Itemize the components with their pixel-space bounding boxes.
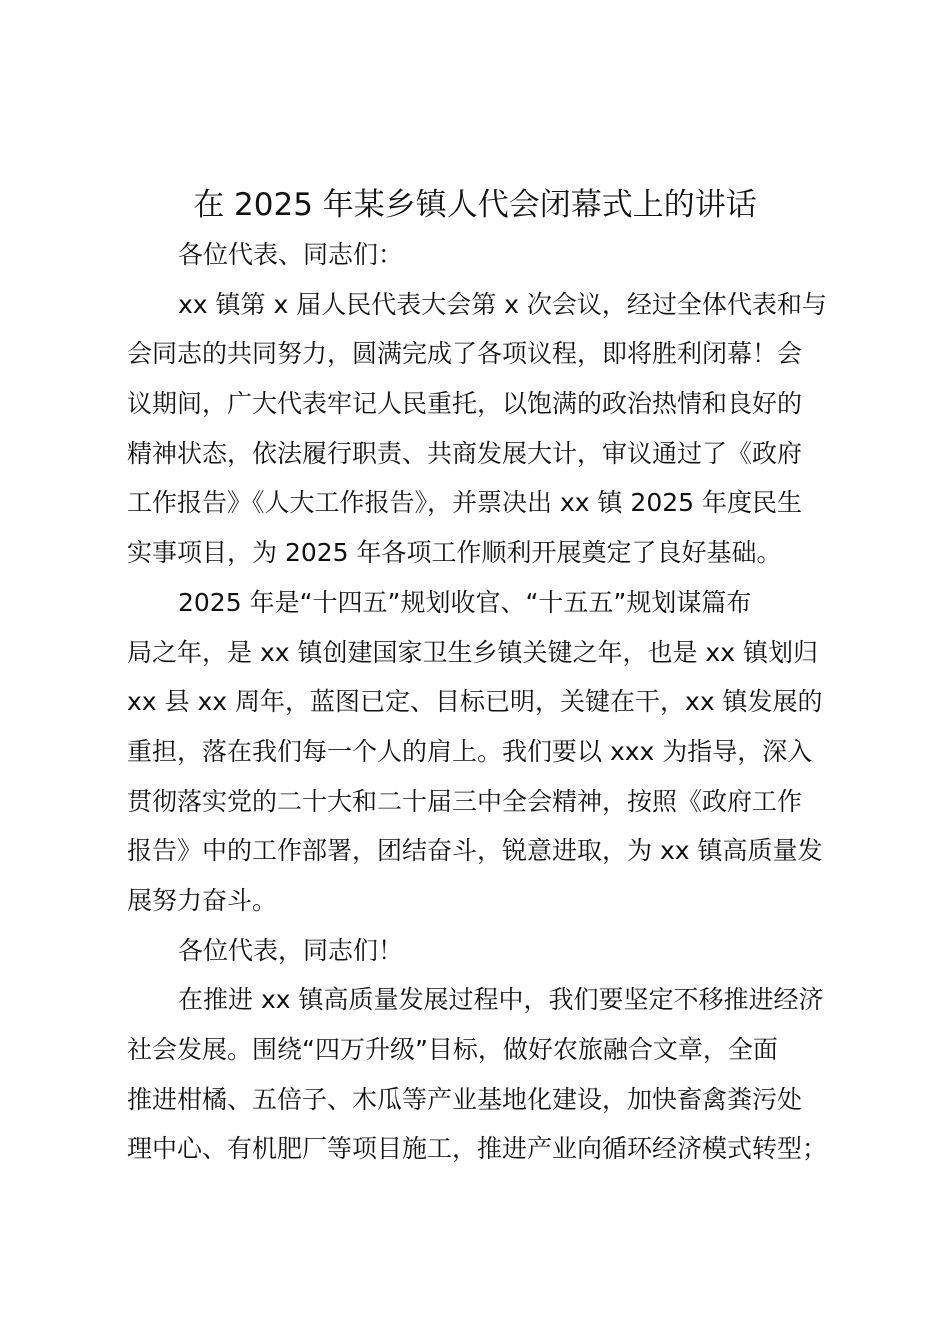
text-line: 2025 年是“十四五”规划收官、“十五五”规划谋篇布 <box>178 587 752 617</box>
text-line: 精神状态，依法履行职责、共商发展大计，审议通过了《政府 <box>127 438 803 468</box>
document-title: 在 2025 年某乡镇人代会闭幕式上的讲话 <box>193 187 757 223</box>
text-line: 展努力奋斗。 <box>127 885 278 915</box>
text-line: xx 镇第 x 届人民代表大会第 x 次会议，经过全体代表和与 <box>178 289 827 319</box>
text-line: 会同志的共同努力，圆满完成了各项议程，即将胜利闭幕！会 <box>127 339 803 369</box>
text-line: 贯彻落实党的二十大和二十届三中全会精神，按照《政府工作 <box>127 786 803 816</box>
text-line: 议期间，广大代表牢记人民重托，以饱满的政治热情和良好的 <box>127 389 803 419</box>
text-line: xx 县 xx 周年，蓝图已定、目标已明，关键在干，xx 镇发展的 <box>127 687 823 717</box>
text-line: 社会发展。围绕“四万升级”目标，做好农旅融合文章，全面 <box>127 1035 778 1064</box>
text-line: 重担，落在我们每一个人的肩上。我们要以 xxx 为指导，深入 <box>127 736 813 766</box>
text-line: 在推进 xx 镇高质量发展过程中，我们要坚定不移推进经济 <box>178 985 824 1015</box>
text-line: 理中心、有机肥厂等项目施工，推进产业向循环经济模式转型； <box>127 1134 828 1164</box>
text-line: 各位代表，同志们！ <box>178 935 404 965</box>
text-line: 工作报告》《人大工作报告》，并票决出 xx 镇 2025 年度民生 <box>127 488 803 518</box>
text-line: 各位代表、同志们： <box>178 240 404 269</box>
text-line: 实事项目，为 2025 年各项工作顺利开展奠定了良好基础。 <box>127 538 782 568</box>
text-line: 推进柑橘、五倍子、木瓜等产业基地化建设，加快畜禽粪污处 <box>127 1084 803 1114</box>
document-body <box>127 230 857 1174</box>
text-line: 局之年，是 xx 镇创建国家卫生乡镇关键之年，也是 xx 镇划归 <box>127 637 818 667</box>
text-line: 报告》中的工作部署，团结奋斗，锐意进取，为 xx 镇高质量发 <box>127 836 823 866</box>
